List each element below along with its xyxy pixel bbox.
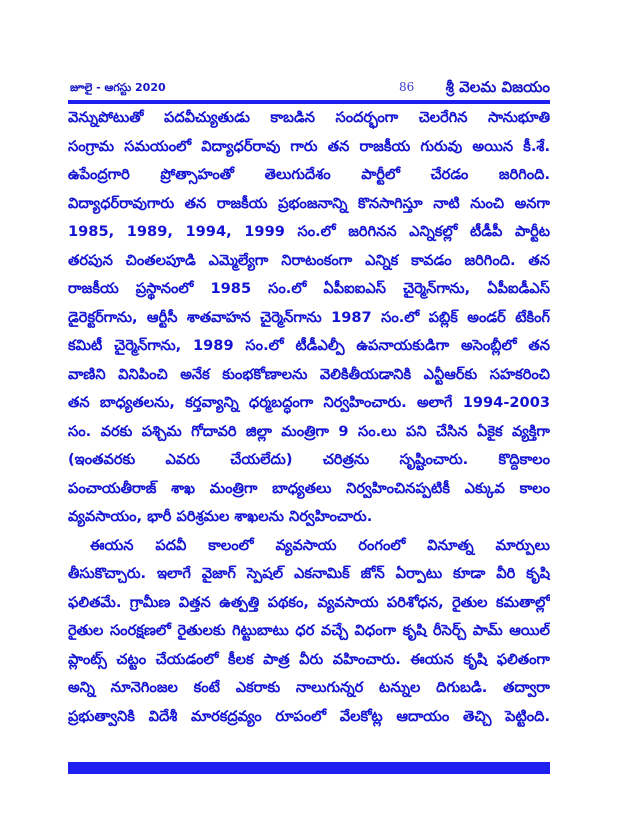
text-line: డైరెక్టర్‌గాను, ఆర్టీసీ శాతవాహన చైర్మెన్‌గాను 1987 సం.లో పబ్లిక్ అండర్ టేకింగ్: [68, 308, 550, 326]
text-line: వెన్నుపోటుతో పదవీచ్యుతుడు కాబడిన సందర్భంగా చెలరేగిన సానుభూతి: [68, 109, 550, 126]
text-line: ప్లాంట్స్ చట్టం చేయడంలో కీలక పాత్ర వీరు వహించారు. ఈయన కృషి ఫలితంగా: [68, 650, 550, 668]
text-line: సం. వరకు పశ్చిమ గోదావరి జిల్లా మంత్రిగా 9 సం.లు పని చేసిన ఏకైక వ్యక్తిగా: [68, 422, 550, 440]
footer-rule: [68, 762, 550, 774]
text-line: రైతుల సంరక్షణలో రైతులకు గిట్టుబాటు ధర వచ్చే విధంగా కృషి రీసెర్చ్ పామ్ ఆయిల్: [68, 622, 550, 639]
text-line: ఈయన పదవీ కాలంలో వ్యవసాయ రంగంలో వినూత్న మార్పులు: [90, 536, 550, 554]
text-line: పంచాయతీరాజ్ శాఖ మంత్రిగా బాధ్యతలు నిర్వహించినప్పటికీ ఎక్కువ కాలం: [68, 479, 550, 497]
text-line: అన్ని నూనెగింజల కంటే ఎకరాకు నాలుగున్నర టన్నుల దిగుబడి. తద్వారా: [68, 679, 550, 696]
text-line: వాణిని వినిపించి అనేక కుంభకోణాలను వెలికితీయడానికి ఎన్టీఆర్‌కు సహకరించి: [68, 365, 550, 383]
article-body: [68, 104, 550, 731]
text-line: తన బాధ్యతలను, కర్తవ్యాన్ని ధర్మబద్ధంగా నిర్వహించారు. అలాగే 1994-2003: [68, 394, 550, 411]
text-line: తీసుకొచ్చారు. ఇలాగే వైజాగ్ స్పెషల్ ఎకనామిక్ జోన్ ఏర్పాటు కూడా వీరి కృషి: [68, 565, 550, 582]
text-line: ఉపేంద్రగారి ప్రోత్సాహంతో తెలుగుదేశం పార్టీలో చేరడం జరిగింది.: [68, 166, 550, 183]
page-number: 86: [399, 80, 415, 94]
text-line: వ్యవసాయం, భారీ పరిశ్రమల శాఖలను నిర్వహించారు.: [68, 508, 373, 525]
magazine-title: శ్రీ వెలమ విజయం: [445, 78, 550, 96]
text-line: ఫలితమే. గ్రామీణ విత్తన ఉత్పత్తి పథకం, వ్యవసాయ పరిశోధన, రైతుల కమతాల్లో: [68, 593, 550, 611]
paragraph-2: [68, 532, 550, 732]
text-line: కమిటీ చైర్మెన్‌గాను, 1989 సం.లో టీడీఎల్పీ ఉపనాయకుడిగా అసెంబ్లీలో తన: [68, 337, 550, 354]
text-line: (ఇంతవరకు ఎవరు చేయలేదు) చరిత్రను సృష్టించారు. కొద్దికాలం: [68, 451, 550, 468]
text-line: రాజకీయ ప్రస్థానంలో 1985 సం.లో ఏపీఐఐఎస్ చైర్మెన్‌గాను, ఏపీఐడీఎస్: [68, 280, 550, 297]
issue-date: జూలై - ఆగస్టు 2020: [70, 81, 166, 94]
text-line: 1985, 1989, 1994, 1999 సం.లో జరిగినన ఎన్నికల్లో టీడీపీ పార్టీట: [68, 223, 550, 240]
page-header: [68, 78, 550, 104]
paragraph-1: [68, 104, 550, 532]
text-line: విద్యాధర్‌రావుగారు తన రాజకీయ ప్రభంజనాన్ని కొనసాగిస్తూ నాటి నుంచి అనగా: [68, 194, 550, 212]
text-line: తరపున చింతలపూడి ఎమ్మెల్యేగా నిరాటంకంగా ఎన్నిక కావడం జరిగింది. తన: [68, 251, 550, 269]
text-line: ప్రభుత్వానికి విదేశీ మారకద్రవ్యం రూపంలో వేలకోట్ల ఆదాయం తెచ్చి పెట్టింది.: [68, 707, 550, 725]
text-line: సంగ్రామ సమయంలో విద్యాధర్‌రావు గారు తన రాజకీయ గురువు అయిన కీ.శే.: [68, 137, 550, 155]
